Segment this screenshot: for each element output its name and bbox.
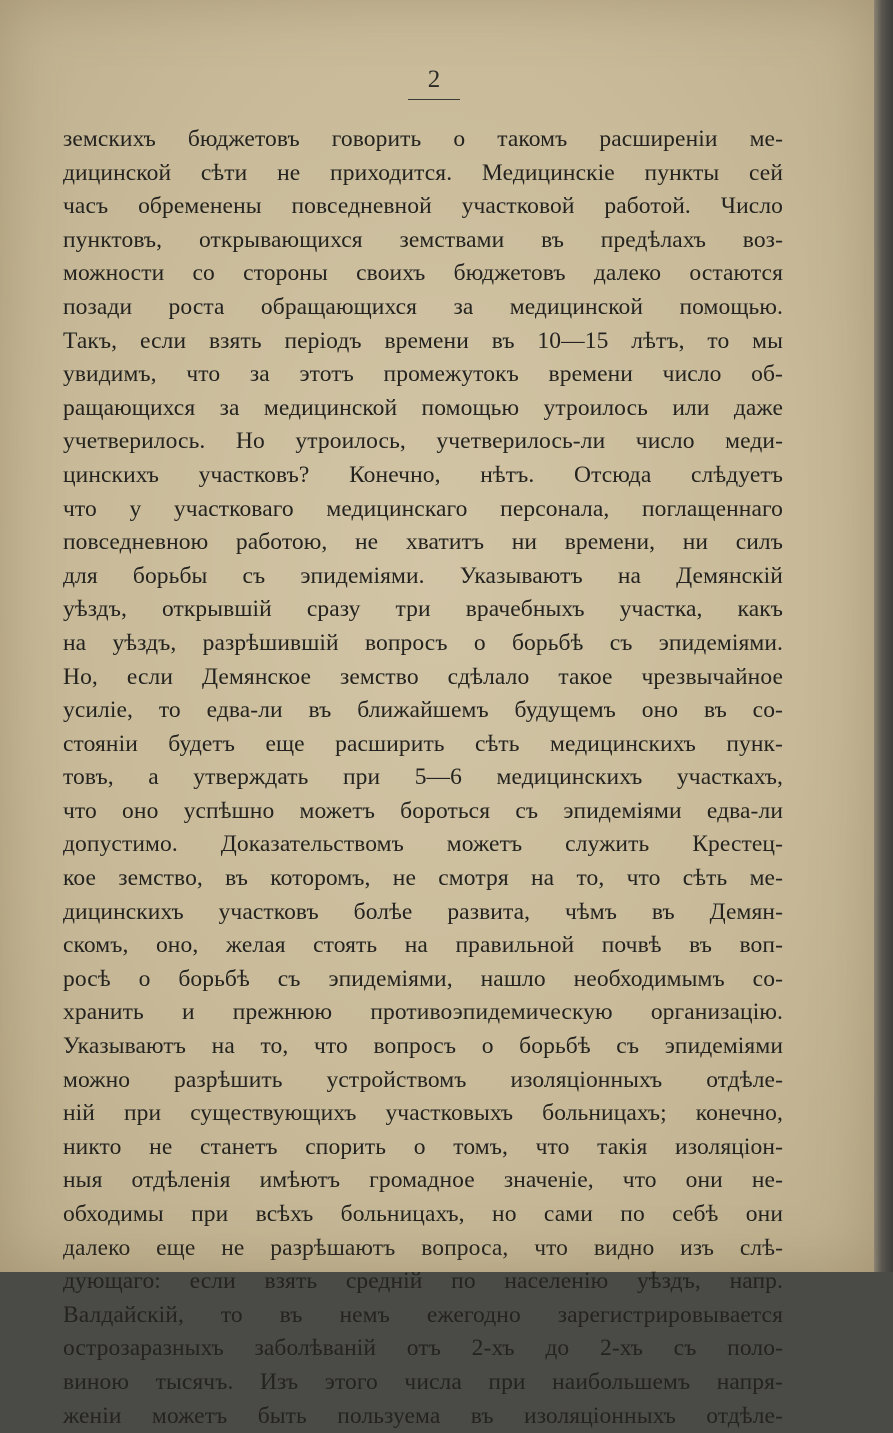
body-text <box>63 123 783 1433</box>
text-line: кое земство, въ которомъ, не смотря на то, что сѣть ме- <box>63 865 783 892</box>
text-line: для борьбы съ эпидемiями. Указываютъ на Демянскiй <box>63 562 783 589</box>
text-line: скомъ, оно, желая стоять на правильной почвѣ въ воп- <box>63 932 783 959</box>
text-line: товъ, а утверждать при 5—6 медицинскихъ участкахъ, <box>63 764 783 791</box>
text-line: Но, если Демянское земство сдѣлало такое чрезвычайное <box>63 663 783 690</box>
text-line: ныя отдѣленiя имѣютъ громадное значенiе, что они не- <box>63 1167 783 1194</box>
text-line: дицинской сѣти не приходится. Медицинскiе пункты сей <box>63 159 783 186</box>
text-line: дующаго: если взять среднiй по населенiю уѣздъ, напр. <box>63 1268 783 1295</box>
text-line: можности со стороны своихъ бюджетовъ далеко остаются <box>63 260 783 287</box>
text-line: часъ обременены повседневной участковой работой. Число <box>63 193 783 220</box>
text-line: что у участковаго медицинскаго персонала, поглащеннаго <box>63 495 783 522</box>
text-line: виною тысячъ. Изъ этого числа при наибольшемъ напря- <box>63 1368 783 1395</box>
text-line: цинскихъ участковъ? Конечно, нѣтъ. Отсюда слѣдуетъ <box>63 461 783 488</box>
text-line: Указываютъ на то, что вопросъ о борьбѣ съ эпидемiями <box>63 1033 783 1060</box>
text-line: хранить и прежнюю противоэпидемическую организацiю. <box>63 999 783 1026</box>
text-line: женiи можетъ быть пользуема въ изоляцiонныхъ отдѣле- <box>63 1402 783 1429</box>
text-line: увидимъ, что за этотъ промежутокъ времени число об- <box>63 361 783 388</box>
text-line: что оно успѣшно можетъ бороться съ эпидемiями едва-ли <box>63 797 783 824</box>
text-line: стоянiи будетъ еще расширить сѣть медицинскихъ пунк- <box>63 730 783 757</box>
text-line: позади роста обращающихся за медицинской помощью. <box>63 293 783 320</box>
text-line: можно разрѣшить устройствомъ изоляцiонныхъ отдѣле- <box>63 1066 783 1093</box>
text-line: нiй при существующихъ участковыхъ больницахъ; конечно, <box>63 1100 783 1127</box>
text-line: дицинскихъ участковъ болѣе развита, чѣмъ въ Демян- <box>63 898 783 925</box>
text-line: обходимы при всѣхъ больницахъ, но сами по себѣ они <box>63 1201 783 1227</box>
text-line: повседневною работою, не хватитъ ни времени, ни силъ <box>63 529 783 556</box>
text-line: росѣ о борьбѣ съ эпидемiями, нашло необходимымъ со- <box>63 965 783 992</box>
text-line: никто не станетъ спорить о томъ, что такiя изоляцiон- <box>63 1133 783 1160</box>
page-number: 2 <box>427 66 441 93</box>
text-line: допустимо. Доказательствомъ можетъ служить Крестец- <box>63 831 783 858</box>
text-line: учетверилось. Но утроилось, учетверилось-ли число меди- <box>63 428 783 455</box>
text-line: ращающихся за медицинской помощью утроилось или даже <box>63 394 783 421</box>
text-line: Валдайскiй, то въ немъ ежегодно зарегистрировывается <box>63 1301 783 1328</box>
text-line: Такъ, если взять перiодъ времени въ 10—15 лѣтъ, то мы <box>63 327 783 354</box>
text-line: земскихъ бюджетовъ говорить о такомъ расширенiи ме- <box>63 126 783 152</box>
text-line: острозаразныхъ заболѣванiй отъ 2-хъ до 2-хъ съ поло- <box>63 1335 783 1362</box>
page-edge-shadow <box>874 0 893 1272</box>
text-line: усилiе, то едва-ли въ ближайшемъ будущемъ оно въ со- <box>63 697 783 724</box>
header-rule <box>408 99 460 100</box>
text-line: пунктовъ, открывающихся земствами въ предѣлахъ воз- <box>63 226 783 253</box>
text-line: далеко еще не разрѣшаютъ вопроса, что видно изъ слѣ- <box>63 1234 783 1261</box>
text-line: на уѣздъ, разрѣшившiй вопросъ о борьбѣ съ эпидемiями. <box>63 629 783 656</box>
text-line: уѣздъ, открывшiй сразу три врачебныхъ участка, какъ <box>63 596 783 623</box>
